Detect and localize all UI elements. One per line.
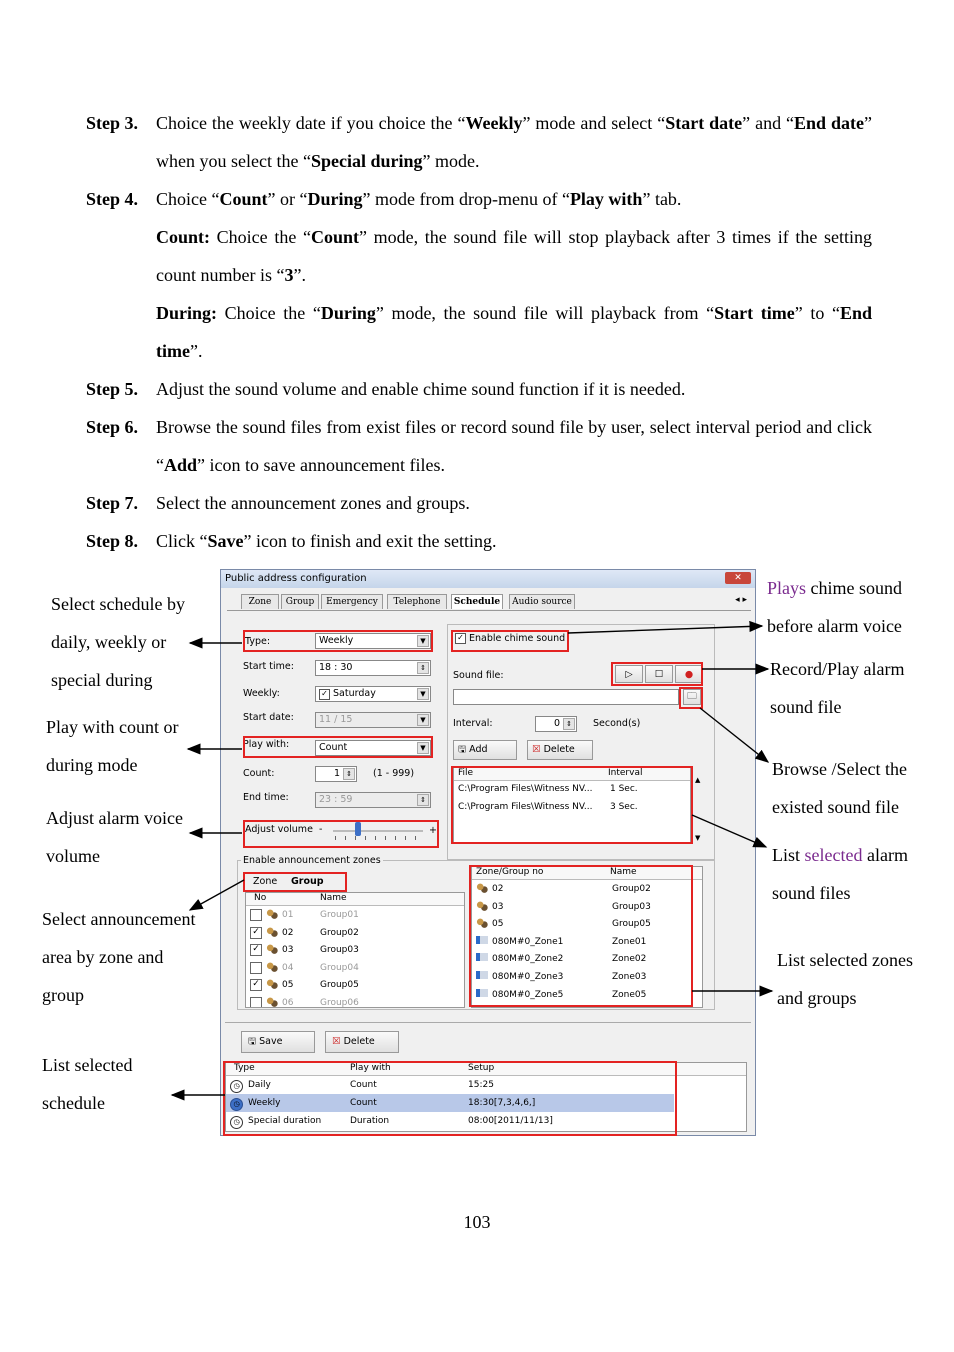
step-label: Step 8. <box>86 531 139 551</box>
step-text <box>156 370 872 408</box>
step-text <box>156 294 872 370</box>
file-col-header: File <box>458 768 474 778</box>
group-name: Group05 <box>320 980 359 991</box>
interval-label: Interval: <box>453 718 493 729</box>
count-range: (1 - 999) <box>373 768 415 779</box>
weekly-label: Weekly: <box>243 688 280 699</box>
file-path: C:\Program Files\Witness NV... <box>458 802 593 812</box>
step-phrase: ” mode. <box>422 151 480 171</box>
group-icon <box>266 997 281 1008</box>
step-phrase: ” mode from drop-menu of “ <box>362 189 570 209</box>
spinner-icon[interactable]: ⇕ <box>417 662 429 674</box>
step-keyword: Count <box>219 189 268 209</box>
zone-group-name: Group03 <box>612 901 651 912</box>
name-col-header: Name <box>320 893 347 903</box>
step-detail <box>86 294 872 370</box>
step-keyword: End date <box>794 113 865 133</box>
file-interval: 1 Sec. <box>610 784 638 794</box>
zone-group-no: 080M#0_Zone1 <box>492 936 564 947</box>
step-item <box>86 408 872 484</box>
step-text <box>156 218 872 294</box>
tab-audio-source[interactable]: Audio source <box>509 594 575 609</box>
step-item <box>86 370 872 408</box>
add-label: Add <box>469 744 488 755</box>
step-phrase: Choice “ <box>156 189 220 209</box>
clock-icon: ◷ <box>230 1079 246 1093</box>
group-icon <box>266 944 281 956</box>
no-col-header: No <box>254 893 267 903</box>
step-label: Step 4. <box>86 189 139 209</box>
end-time-field[interactable] <box>315 792 431 808</box>
title-bar <box>221 570 755 588</box>
play-with-value: Count <box>319 742 348 753</box>
schedule-type: Weekly <box>248 1098 281 1108</box>
step-phrase: ” to “ <box>794 303 840 323</box>
step-phrase: ” icon to save announcement files. <box>197 455 445 475</box>
checkbox[interactable]: ✓ <box>250 979 262 991</box>
tab-scroll-arrows[interactable]: ◂ ▸ <box>735 595 747 605</box>
highlight-volume <box>243 820 439 848</box>
schedule-play-with: Count <box>350 1080 377 1090</box>
highlight-chime <box>451 630 569 652</box>
step-keyword: Play with <box>569 189 643 209</box>
step-phrase: ” and “ <box>742 113 795 133</box>
list-item[interactable] <box>246 941 464 959</box>
annotation-list-schedule: List selected schedule <box>42 1055 133 1113</box>
step-item <box>86 484 872 522</box>
volume-minus: - <box>319 824 323 835</box>
tab-zone[interactable]: Zone <box>241 594 279 609</box>
group-no: 02 <box>282 927 294 938</box>
spinner-icon[interactable]: ⇕ <box>343 768 355 780</box>
step-phrase: Choice the weekly date if you choice the “ <box>156 113 466 133</box>
tab-strip <box>227 592 751 611</box>
tab-schedule[interactable]: Schedule <box>451 594 503 609</box>
pa-config-window <box>220 569 756 1136</box>
group-no: 01 <box>282 910 294 920</box>
chime-label: Enable chime sound <box>469 633 566 644</box>
setup-col-header: Setup <box>468 1063 495 1073</box>
annotation-browse: Browse /Select the existed sound file <box>772 759 907 817</box>
zone-group-no: 05 <box>492 919 504 930</box>
step-phrase: ”. <box>189 341 203 361</box>
zone-group-no-header: Zone/Group no <box>476 867 544 877</box>
zone-group-no: 080M#0_Zone3 <box>492 971 564 982</box>
highlight-zone-list <box>469 865 693 1007</box>
chime-checkbox[interactable]: ✓ <box>455 633 466 644</box>
window-title: Public address configuration <box>225 573 367 584</box>
play-icon: ▷ <box>625 669 633 680</box>
file-interval: 3 Sec. <box>610 802 638 812</box>
step-keyword: Count: <box>156 227 211 247</box>
group-name: Group04 <box>320 962 359 973</box>
count-label: Count: <box>243 768 275 779</box>
annotation-list-zones: List selected zones and groups <box>777 950 913 1008</box>
delete-icon: ☒ <box>332 1036 341 1047</box>
playwith-col-header: Play with <box>350 1063 391 1073</box>
step-item <box>86 180 872 218</box>
end-time-value: 23 : 59 <box>319 794 353 805</box>
step-phrase: ” when you select the “ <box>156 113 873 171</box>
group-icon <box>266 979 281 991</box>
step-keyword: During <box>307 189 363 209</box>
weekly-value: Saturday <box>333 688 376 699</box>
highlight-schedule-list <box>223 1061 677 1136</box>
step-text <box>156 180 872 218</box>
step-phrase: ” mode, the sound file will stop playback after 3 times if the setting count number is “ <box>156 227 873 285</box>
chevron-down-icon: ▼ <box>417 742 429 754</box>
delete-file-button[interactable] <box>527 740 593 760</box>
step-phrase: ” tab. <box>642 189 682 209</box>
list-item[interactable] <box>246 976 464 994</box>
interval-col-header: Interval <box>608 768 643 778</box>
highlight-record <box>611 662 703 686</box>
step-keyword: Count <box>310 227 359 247</box>
schedule-setup: 15:25 <box>468 1080 494 1090</box>
count-value: 1 <box>333 768 340 779</box>
zone-group-no: 03 <box>492 901 504 912</box>
step-text <box>156 484 872 522</box>
zone-subtab[interactable]: Zone <box>253 876 278 887</box>
group-no: 05 <box>282 980 294 991</box>
list-item[interactable] <box>246 959 464 977</box>
zone-name-header: Name <box>610 867 637 877</box>
highlight-files <box>451 766 693 844</box>
scroll-down-icon[interactable]: ▼ <box>695 834 701 842</box>
file-path: C:\Program Files\Witness NV... <box>458 784 593 794</box>
step-keyword: 3 <box>284 265 294 285</box>
annotation-record: Record/Play alarm sound file <box>770 659 905 717</box>
step-phrase: ” mode, the sound file will playback from “ <box>375 303 715 323</box>
schedule-setup: 08:00[2011/11/13] <box>468 1116 553 1126</box>
step-label: Step 7. <box>86 493 139 513</box>
step-phrase: ” mode and select “ <box>522 113 666 133</box>
step-keyword: Add <box>164 455 198 475</box>
left-group-list[interactable] <box>245 892 465 1008</box>
group-no: 04 <box>282 962 294 973</box>
delete-schedule-button[interactable] <box>325 1031 399 1053</box>
interval-value: 0 <box>553 718 560 729</box>
seconds-label: Second(s) <box>593 718 641 729</box>
delete-file-label: Delete <box>543 744 575 755</box>
annotation-chime: Plays chime sound before alarm voice <box>767 578 903 636</box>
scroll-up-icon[interactable]: ▲ <box>695 776 701 784</box>
zone-group-name: Zone05 <box>612 989 647 1000</box>
record-icon: ● <box>684 669 694 680</box>
step-phrase: Select the announcement zones and groups. <box>156 493 470 513</box>
step-keyword: Weekly <box>465 113 523 133</box>
step-phrase: Click “ <box>156 531 208 551</box>
end-time-label: End time: <box>243 792 289 803</box>
type-value: Weekly <box>319 635 354 646</box>
group-no: 03 <box>282 945 294 956</box>
group-subtab[interactable]: Group <box>291 876 324 887</box>
step-phrase: Choice the “ <box>217 303 321 323</box>
delete-icon: ☒ <box>532 744 541 755</box>
zone-group-name: Zone01 <box>612 936 647 947</box>
interval-field[interactable] <box>535 716 577 732</box>
step-phrase: ” icon to finish and exit the setting. <box>243 531 497 551</box>
step-text <box>156 408 872 484</box>
annotation-volume: Adjust alarm voice volume <box>46 808 183 866</box>
step-keyword: Start date <box>665 113 743 133</box>
annotation-play-with: Play with count or during mode <box>46 717 179 775</box>
add-button[interactable] <box>453 740 517 760</box>
delete-schedule-label: Delete <box>343 1036 375 1047</box>
step-phrase: ” or “ <box>267 189 308 209</box>
start-date-value: 11 / 15 <box>319 714 353 725</box>
checkbox[interactable] <box>250 997 262 1008</box>
step-detail <box>86 218 872 294</box>
zone-group-name: Group05 <box>612 919 651 930</box>
start-time-value: 18 : 30 <box>319 662 353 673</box>
step-item <box>86 522 872 560</box>
type-label: Type: <box>245 636 271 647</box>
step-text <box>156 104 872 180</box>
group-icon <box>266 927 281 939</box>
step-keyword: Save <box>207 531 244 551</box>
annotation-area: Select announcement area by zone and group <box>42 909 196 1005</box>
checkbox-icon[interactable]: ✓ <box>319 689 330 700</box>
zone-group-name: Zone02 <box>612 954 647 965</box>
step-label: Step 5. <box>86 379 139 399</box>
group-icon <box>266 909 281 921</box>
group-name: Group06 <box>320 997 359 1008</box>
step-label: Step 3. <box>86 113 139 133</box>
group-name: Group02 <box>320 927 359 938</box>
spinner-icon[interactable]: ⇕ <box>563 718 575 730</box>
group-name: Group01 <box>320 910 359 920</box>
zones-legend: Enable announcement zones <box>243 855 381 866</box>
list-item[interactable] <box>246 906 464 924</box>
divider <box>225 1022 751 1023</box>
step-phrase: ”. <box>293 265 306 285</box>
schedule-type: Daily <box>248 1080 271 1090</box>
zone-group-no: 080M#0_Zone5 <box>492 989 564 1000</box>
group-name: Group03 <box>320 945 359 956</box>
stop-icon: ☐ <box>654 669 664 680</box>
save-label: Save <box>259 1036 283 1047</box>
step-item <box>86 104 872 180</box>
step-keyword: During <box>320 303 376 323</box>
clock-icon: ◷ <box>230 1115 246 1129</box>
group-no: 06 <box>282 997 294 1008</box>
chevron-down-icon: ▼ <box>417 714 429 726</box>
checkbox[interactable] <box>250 909 262 921</box>
tab-group[interactable]: Group <box>281 594 319 609</box>
close-icon[interactable]: ✕ <box>725 572 751 584</box>
group-icon <box>266 962 281 974</box>
step-phrase: Choice the “ <box>210 227 311 247</box>
volume-label: Adjust volume <box>245 824 313 835</box>
start-date-label: Start date: <box>243 712 294 723</box>
volume-plus: + <box>429 825 437 836</box>
play-with-label: Play with: <box>243 739 290 750</box>
add-icon: 🖫 <box>458 744 467 755</box>
schedule-play-with: Duration <box>350 1116 390 1126</box>
list-item[interactable] <box>246 924 464 942</box>
weekly-select[interactable] <box>315 686 431 702</box>
highlight-play-with <box>243 736 433 758</box>
spinner-icon[interactable]: ⇕ <box>417 794 429 806</box>
type-col-header: Type <box>234 1063 255 1073</box>
checkbox[interactable]: ✓ <box>250 944 262 956</box>
start-date-field[interactable] <box>315 712 431 728</box>
page-number: 103 <box>463 1212 491 1232</box>
step-keyword: End time <box>156 303 873 361</box>
tab-emergency[interactable]: Emergency <box>321 594 383 609</box>
step-phrase: Adjust the sound volume and enable chime sound function if it is needed. <box>156 379 686 399</box>
chevron-down-icon: ▼ <box>417 688 429 700</box>
save-button[interactable] <box>241 1031 315 1053</box>
start-time-label: Start time: <box>243 661 294 672</box>
annotation-list-files: List selected alarm sound files <box>772 845 908 903</box>
zone-group-name: Group02 <box>612 884 651 894</box>
schedule-play-with: Count <box>350 1098 377 1108</box>
annotation-schedule: Select schedule by daily, weekly or special during <box>51 594 185 690</box>
zone-group-name: Zone03 <box>612 971 647 982</box>
checkbox[interactable] <box>250 962 262 974</box>
schedule-type: Special duration <box>248 1116 322 1126</box>
highlight-type <box>243 630 433 652</box>
start-time-field[interactable] <box>315 660 431 676</box>
step-keyword: Special during <box>310 151 423 171</box>
sound-file-input[interactable] <box>453 689 679 705</box>
schedule-setup: 18:30[7,3,4,6,] <box>468 1098 536 1108</box>
step-text <box>156 522 872 560</box>
step-label: Step 6. <box>86 417 139 437</box>
sound-file-label: Sound file: <box>453 670 504 681</box>
steps-text <box>86 104 872 560</box>
count-field[interactable] <box>315 766 357 782</box>
zone-group-no: 080M#0_Zone2 <box>492 954 564 965</box>
step-phrase: Browse the sound files from exist files or record sound file by user, select interval period and click “ <box>156 417 872 475</box>
highlight-zone-tabs <box>243 872 347 892</box>
save-icon: 🖫 <box>248 1036 257 1047</box>
list-item[interactable] <box>246 994 464 1008</box>
tab-telephone[interactable]: Telephone <box>387 594 447 609</box>
step-keyword: During: <box>156 303 218 323</box>
folder-icon: 🗀 <box>687 691 697 702</box>
checkbox[interactable]: ✓ <box>250 927 262 939</box>
step-keyword: Start time <box>714 303 795 323</box>
chevron-down-icon: ▼ <box>417 635 429 647</box>
zone-group-no: 02 <box>492 884 504 894</box>
highlight-browse <box>679 687 703 709</box>
clock-icon: ◷ <box>230 1097 246 1111</box>
